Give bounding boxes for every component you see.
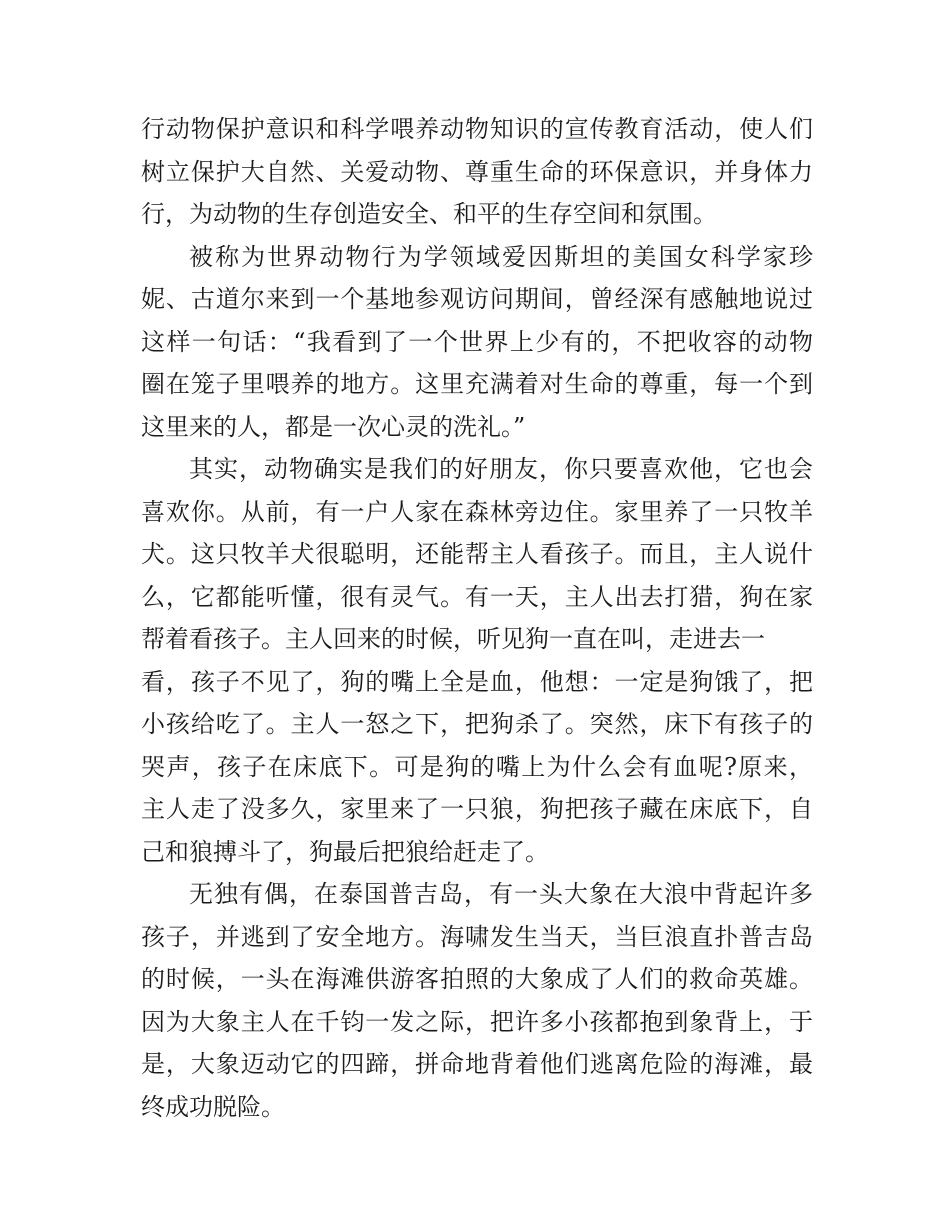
paragraph-2-line-5: 这里来的人，都是一次心灵的洗礼。” (141, 412, 526, 441)
paragraph-2-line-1: 被称为世界动物行为学领域爱因斯坦的美国女科学家珍 (189, 242, 813, 271)
paragraph-3-line-9: 主人走了没多久，家里来了一只狼，狗把孩子藏在床底下，自 (141, 795, 813, 823)
paragraph-4-line-6: 终成功脱险。 (141, 1092, 285, 1121)
paragraph-1-line-3: 行，为动物的生存创造安全、和平的生存空间和氛围。 (141, 200, 717, 228)
body-text (141, 108, 813, 1128)
paragraph-2-line-2: 妮、古道尔来到一个基地参观访问期间，曾经深有感触地说过 (141, 285, 813, 313)
paragraph-3-line-3: 犬。这只牧羊犬很聪明，还能帮主人看孩子。而且，主人说什 (141, 540, 813, 568)
paragraph-3-line-10: 己和狼搏斗了，狗最后把狼给赶走了。 (141, 837, 549, 866)
paragraph-1-line-2: 树立保护大自然、关爱动物、尊重生命的环保意识，并身体力 (141, 157, 813, 186)
paragraph-3-line-4: 么，它都能听懂，很有灵气。有一天，主人出去打猎，狗在家 (141, 582, 813, 611)
paragraph-3-line-1: 其实，动物确实是我们的好朋友，你只要喜欢他，它也会 (189, 455, 813, 483)
paragraph-1-line-1: 行动物保护意识和科学喂养动物知识的宣传教育活动，使人们 (141, 115, 813, 143)
paragraph-4-line-5: 是，大象迈动它的四蹄，拼命地背着他们逃离危险的海滩，最 (141, 1050, 813, 1078)
paragraph-2-line-3: 这样一句话：“我看到了一个世界上少有的，不把收容的动物 (141, 327, 813, 356)
paragraph-3-line-5: 帮着看孩子。主人回来的时候，听见狗一直在叫，走进去一 (141, 625, 765, 653)
paragraph-4-line-2: 孩子，并逃到了安全地方。海啸发生当天，当巨浪直扑普吉岛 (141, 922, 813, 951)
paragraph-3-line-7: 小孩给吃了。主人一怒之下，把狗杀了。突然，床下有孩子的 (141, 710, 813, 738)
paragraph-4-line-4: 因为大象主人在千钧一发之际，把许多小孩都抱到象背上，于 (141, 1007, 813, 1036)
paragraph-4-line-3: 的时候，一头在海滩供游客拍照的大象成了人们的救命英雄。 (141, 965, 813, 993)
paragraph-3-line-6: 看，孩子不见了，狗的嘴上全是血，他想：一定是狗饿了，把 (141, 667, 813, 696)
paragraph-4-line-1: 无独有偶，在泰国普吉岛，有一头大象在大浪中背起许多 (189, 880, 813, 908)
paragraph-3-line-2: 喜欢你。从前，有一户人家在森林旁边住。家里养了一只牧羊 (141, 497, 813, 526)
paragraph-3-line-8: 哭声，孩子在床底下。可是狗的嘴上为什么会有血呢?原来， (141, 752, 813, 781)
paragraph-2-line-4: 圈在笼子里喂养的地方。这里充满着对生命的尊重，每一个到 (141, 370, 813, 398)
